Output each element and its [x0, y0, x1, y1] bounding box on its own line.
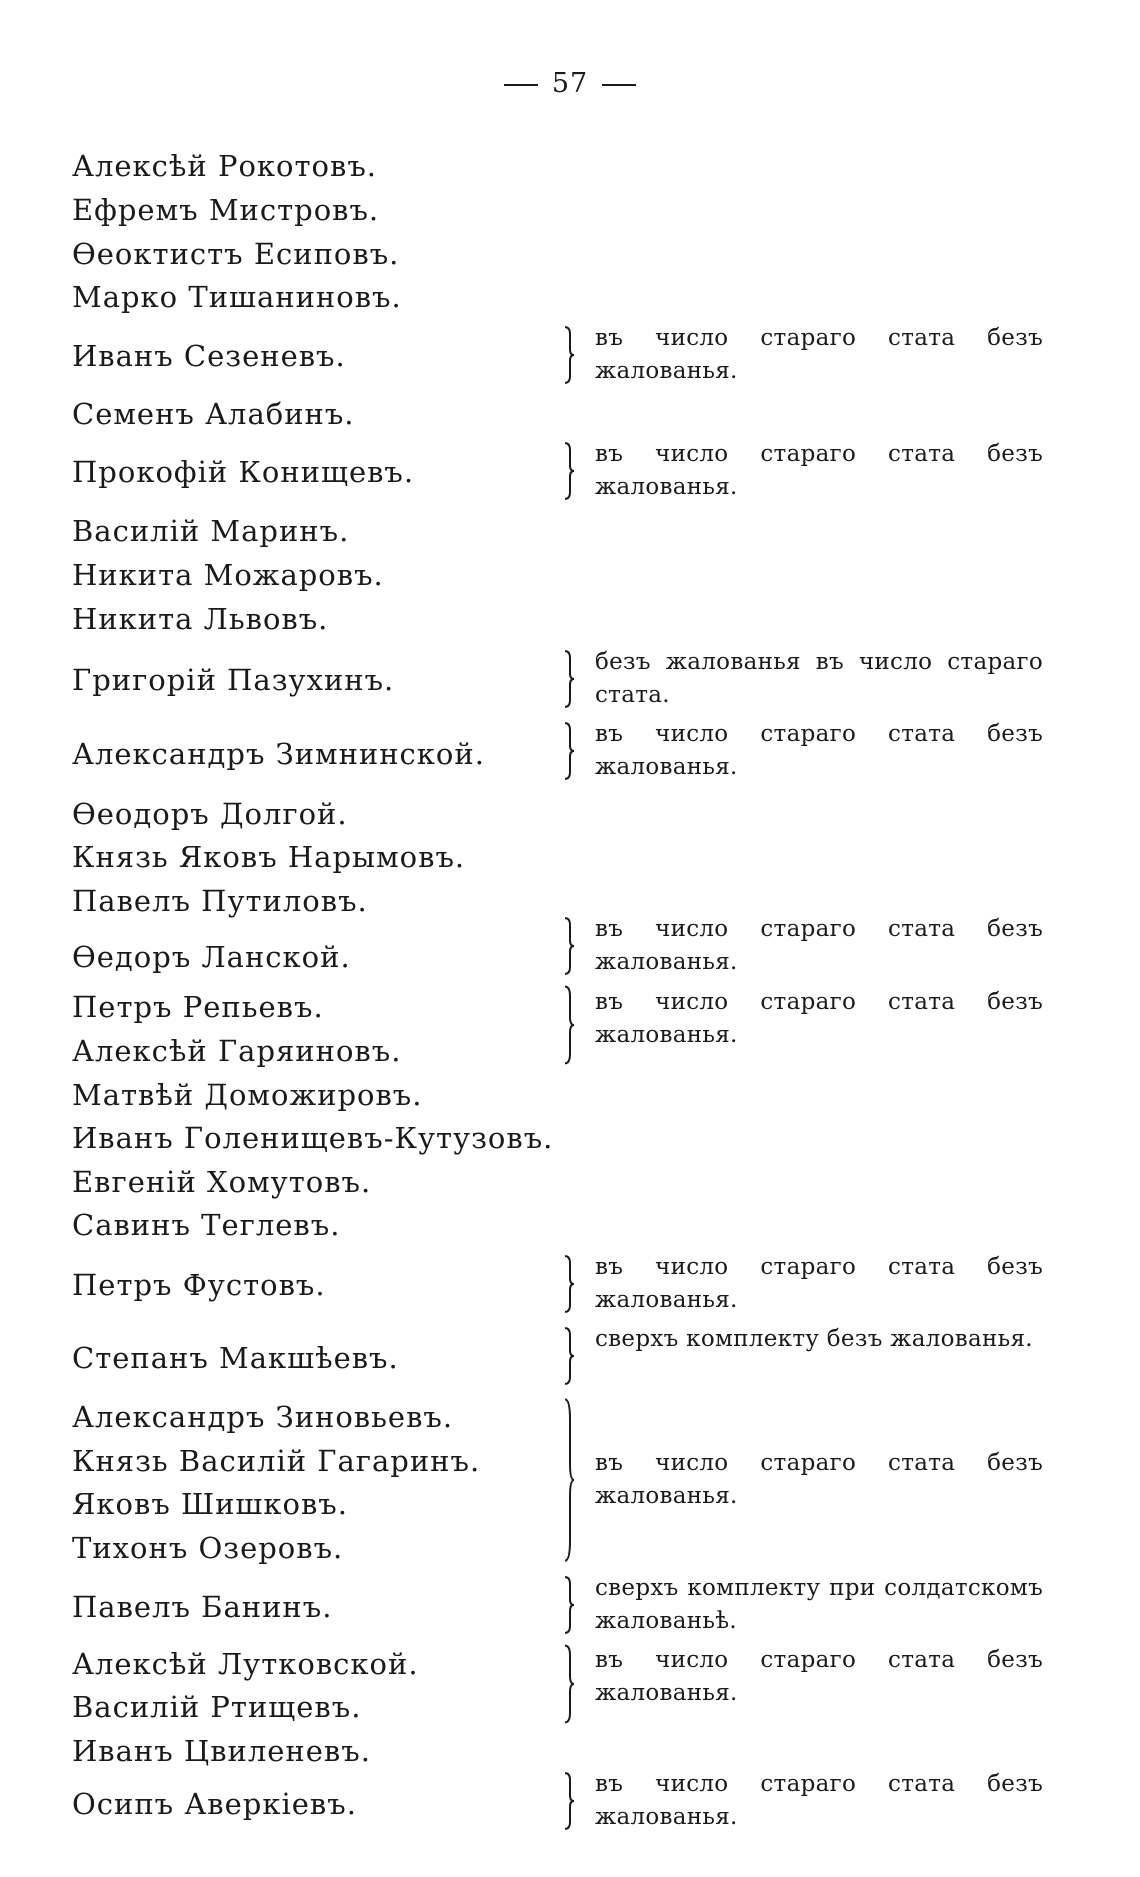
name-entry: Григорій Пазухинъ.: [72, 663, 395, 697]
note-entry: въ число стараго стата безъ жалованья.: [595, 1771, 1043, 1830]
name-entry: Иванъ Сезеневъ.: [72, 339, 346, 373]
name-entry: Павелъ Путиловъ.: [72, 884, 368, 918]
header-dash-left: [504, 84, 538, 86]
note-entry: въ число стараго стата безъ жалованья.: [595, 1450, 1043, 1509]
note-entry: въ число стараго стата безъ жалованья.: [595, 721, 1043, 780]
name-entry: Осипъ Аверкіевъ.: [72, 1787, 357, 1821]
brace-mark: [563, 1772, 575, 1830]
name-entry: Алексѣй Рокотовъ.: [72, 149, 378, 183]
name-entry: Иванъ Цвиленевъ.: [72, 1734, 371, 1768]
brace-mark: [563, 1644, 575, 1724]
note-entry: въ число стараго стата безъ жалованья.: [595, 916, 1043, 975]
name-entry: Ѳедоръ Ланской.: [72, 940, 351, 974]
name-entry: Князь Яковъ Нарымовъ.: [72, 840, 466, 874]
name-entry: Александръ Зиновьевъ.: [72, 1400, 454, 1434]
note-entry: въ число стараго стата безъ жалованья.: [595, 325, 1043, 384]
name-entry: Ѳеоктистъ Есиповъ.: [72, 237, 400, 271]
name-entry: Василій Маринъ.: [72, 514, 350, 548]
name-entry: Никита Можаровъ.: [72, 558, 384, 592]
brace-mark: [563, 1576, 575, 1634]
name-entry: Ѳеодоръ Долгой.: [72, 797, 348, 831]
brace-mark: [563, 1255, 575, 1313]
note-entry: сверхъ комплекту безъ жалованья.: [595, 1326, 1033, 1352]
name-entry: Евгеній Хомутовъ.: [72, 1165, 372, 1199]
page-number: 57: [551, 68, 589, 99]
brace-mark: [563, 1327, 575, 1385]
brace-mark: [563, 917, 575, 975]
name-entry: Василій Ртищевъ.: [72, 1690, 362, 1724]
name-entry: Павелъ Банинъ.: [72, 1590, 333, 1624]
note-entry: безъ жалованья въ число стараго стата.: [595, 649, 1043, 708]
name-entry: Петръ Репьевъ.: [72, 990, 324, 1024]
page-header: [0, 68, 1140, 99]
name-entry: Ефремъ Мистровъ.: [72, 193, 380, 227]
name-entry: Савинъ Теглевъ.: [72, 1208, 341, 1242]
name-entry: Марко Тишаниновъ.: [72, 280, 402, 314]
brace-mark: [563, 985, 575, 1065]
name-entry: Князь Василій Гагаринъ.: [72, 1444, 481, 1478]
brace-mark: [563, 442, 575, 500]
name-entry: Алексѣй Гаряиновъ.: [72, 1034, 402, 1068]
note-entry: въ число стараго стата безъ жалованья.: [595, 989, 1043, 1048]
brace-mark: [563, 326, 575, 384]
name-entry: Степанъ Макшѣевъ.: [72, 1341, 399, 1375]
name-entry: Семенъ Алабинъ.: [72, 397, 355, 431]
note-entry: въ число стараго стата безъ жалованья.: [595, 1254, 1043, 1313]
name-entry: Прокофій Конищевъ.: [72, 455, 415, 489]
note-entry: сверхъ комплекту при солдатскомъ жалованьѣ.: [595, 1575, 1043, 1634]
header-dash-right: [602, 84, 636, 86]
name-entry: Матвѣй Доможировъ.: [72, 1078, 423, 1112]
note-entry: въ число стараго стата безъ жалованья.: [595, 441, 1043, 500]
note-entry: въ число стараго стата безъ жалованья.: [595, 1647, 1043, 1706]
name-entry: Тихонъ Озеровъ.: [72, 1531, 344, 1565]
name-entry: Иванъ Голенищевъ-Кутузовъ.: [72, 1121, 554, 1155]
name-entry: Никита Львовъ.: [72, 602, 329, 636]
name-entry: Петръ Фустовъ.: [72, 1268, 326, 1302]
brace-mark: [563, 722, 575, 780]
name-entry: Яковъ Шишковъ.: [72, 1487, 348, 1521]
name-entry: Александръ Зимнинской.: [72, 737, 485, 771]
brace-mark: [563, 650, 575, 708]
name-entry: Алексѣй Лутковской.: [72, 1647, 419, 1681]
brace-mark: [563, 1396, 575, 1564]
